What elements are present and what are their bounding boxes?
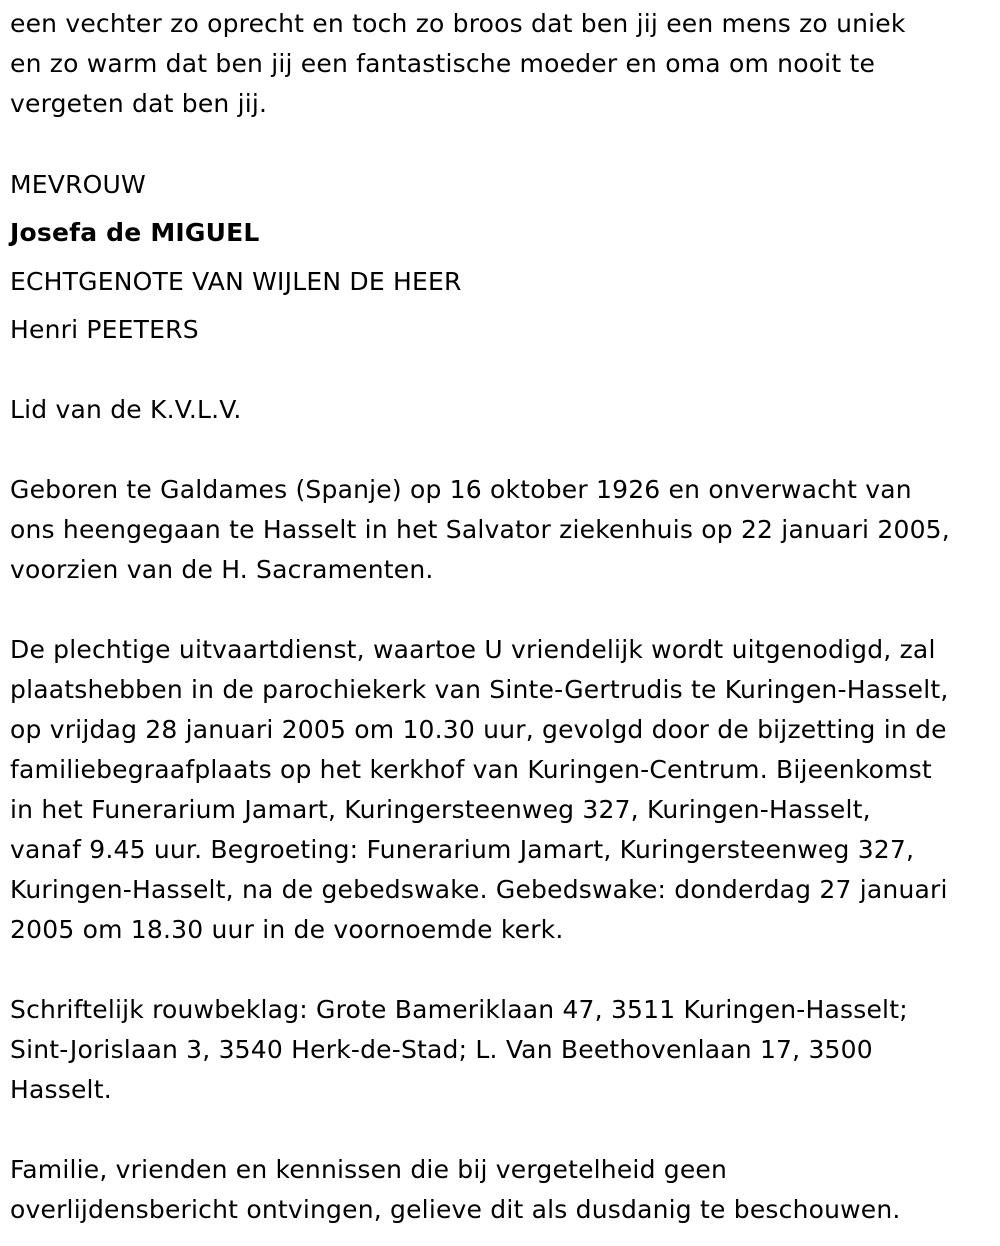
spouse-label: ECHTGENOTE VAN WIJLEN DE HEER [10,267,462,296]
service-line: in het Funerarium Jamart, Kuringersteenweg 327, Kuringen-Hasselt, [10,795,871,824]
service-paragraph [10,630,949,950]
service-line: plaatshebben in de parochiekerk van Sinte-Gertrudis te Kuringen-Hasselt, [10,675,949,704]
service-line: familiebegraafplaats op het kerkhof van Kuringen-Centrum. Bijeenkomst [10,755,932,784]
birth-line: voorzien van de H. Sacramenten. [10,555,434,584]
intro-line: vergeten dat ben jij. [10,89,268,118]
condolences-line: Sint-Jorislaan 3, 3540 Herk-de-Stad; L. Van Beethovenlaan 17, 3500 [10,1035,873,1064]
service-line: De plechtige uitvaartdienst, waartoe U vriendelijk wordt uitgenodigd, zal [10,635,936,664]
condolences-paragraph [10,990,908,1110]
intro-poem [10,4,906,124]
birth-line: ons heengegaan te Hasselt in het Salvator ziekenhuis op 22 januari 2005, [10,515,950,544]
birth-line: Geboren te Galdames (Spanje) op 16 oktober 1926 en onverwacht van [10,475,912,504]
family-note-line: Familie, vrienden en kennissen die bij vergetelheid geen [10,1155,728,1184]
family-note-line: overlijdensbericht ontvingen, gelieve dit als dusdanig te beschouwen. [10,1195,901,1224]
service-line: vanaf 9.45 uur. Begroeting: Funerarium Jamart, Kuringersteenweg 327, [10,835,915,864]
service-line: 2005 om 18.30 uur in de voornoemde kerk. [10,915,564,944]
intro-line: een vechter zo oprecht en toch zo broos dat ben jij een mens zo uniek [10,9,906,38]
service-line: op vrijdag 28 januari 2005 om 10.30 uur, gevolgd door de bijzetting in de [10,715,947,744]
honorific: MEVROUW [10,170,146,199]
membership-text: Lid van de K.V.L.V. [10,395,242,424]
birth-paragraph [10,470,950,590]
service-line: Kuringen-Hasselt, na de gebedswake. Gebedswake: donderdag 27 januari [10,875,948,904]
condolences-line: Schriftelijk rouwbeklag: Grote Bameriklaan 47, 3511 Kuringen-Hasselt; [10,995,908,1024]
family-note-paragraph [10,1150,901,1230]
deceased-name: Josefa de MIGUEL [10,218,260,247]
spouse-name: Henri PEETERS [10,315,199,344]
intro-line: en zo warm dat ben jij een fantastische moeder en oma om nooit te [10,49,876,78]
condolences-line: Hasselt. [10,1075,112,1104]
